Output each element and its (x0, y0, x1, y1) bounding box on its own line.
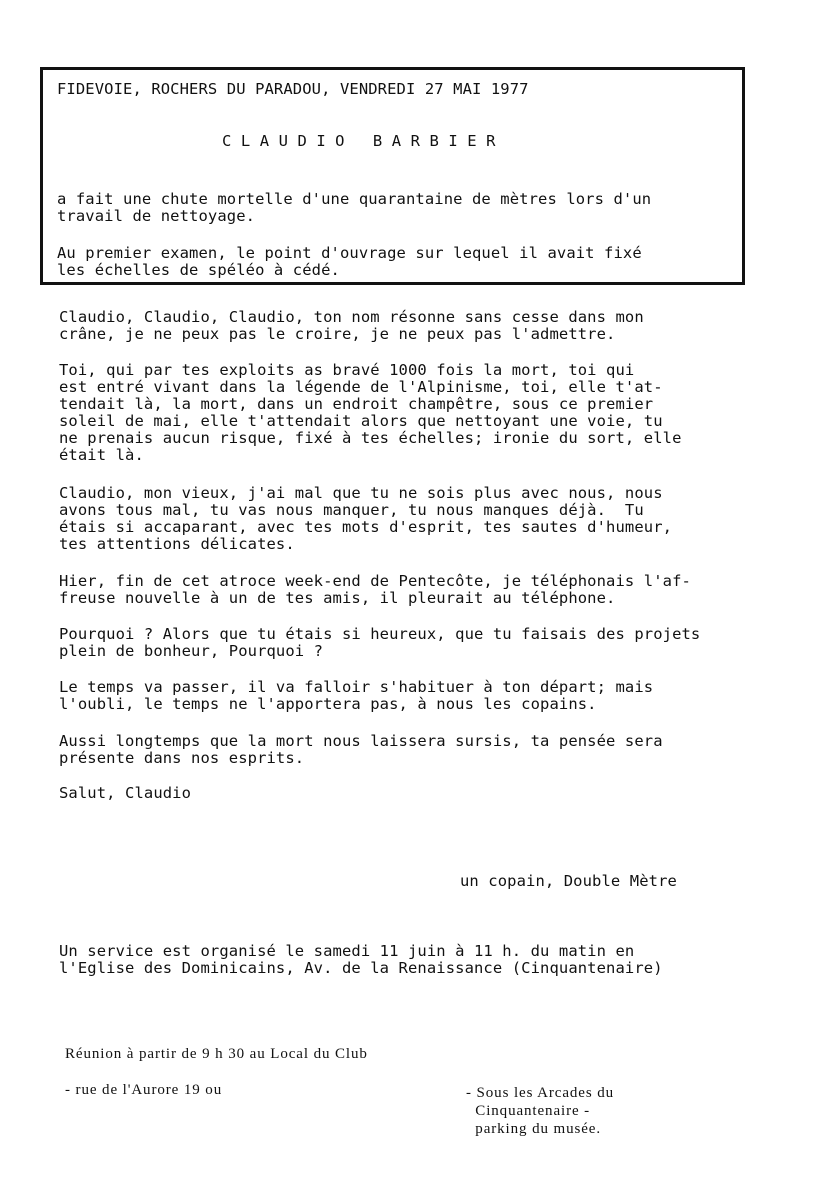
text-line: Hier, fin de cet atroce week-end de Pentecôte, je téléphonais l'af- (59, 572, 691, 590)
paragraph-4 (59, 573, 691, 607)
meeting-option-right (466, 1084, 614, 1138)
text-line: Au premier examen, le point d'ouvrage sur lequel il avait fixé (57, 244, 642, 262)
text-line: soleil de mai, elle t'attendait alors que nettoyant une voie, tu (59, 412, 663, 430)
text-line: Un service est organisé le samedi 11 juin à 11 h. du matin en (59, 942, 635, 960)
paragraph-6 (59, 679, 653, 713)
signature: un copain, Double Mètre (460, 872, 677, 890)
text-line: Salut, Claudio (59, 784, 192, 802)
text-line: avons tous mal, tu vas nous manquer, tu nous manques déjà. Tu (59, 501, 644, 519)
paragraph-3 (59, 485, 672, 553)
text-line: Claudio, Claudio, Claudio, ton nom résonne sans cesse dans mon (59, 308, 644, 326)
text-line: ne prenais aucun risque, fixé à tes échelles; ironie du sort, elle (59, 429, 682, 447)
text-line: a fait une chute mortelle d'une quarantaine de mètres lors d'un (57, 190, 652, 208)
text-line: l'Eglise des Dominicains, Av. de la Renaissance (Cinquantenaire) (59, 959, 663, 977)
text-line: était là. (59, 446, 144, 464)
text-line: les échelles de spéléo à cédé. (57, 261, 340, 279)
text-line: tes attentions délicates. (59, 535, 295, 553)
cause-description (57, 245, 642, 279)
text-line: - Sous les Arcades du (466, 1085, 615, 1101)
text-line: tendait là, la mort, dans un endroit champêtre, sous ce premier (59, 395, 654, 413)
text-line: plein de bonheur, Pourquoi ? (59, 642, 324, 660)
text-line: Aussi longtemps que la mort nous laissera sursis, ta pensée sera (59, 732, 663, 750)
accident-description (57, 191, 651, 225)
text-line: l'oubli, le temps ne l'apportera pas, à nous les copains. (59, 695, 597, 713)
text-line: parking du musée. (466, 1121, 601, 1137)
text-line: Cinquantenaire - (466, 1103, 591, 1119)
text-line: Le temps va passer, il va falloir s'habituer à ton départ; mais (59, 678, 654, 696)
text-line: Pourquoi ? Alors que tu étais si heureux, que tu faisais des projets (59, 625, 701, 643)
paragraph-5 (59, 626, 700, 660)
text-line: est entré vivant dans la légende de l'Alpinisme, toi, elle t'at- (59, 378, 663, 396)
text-line: étais si accaparant, avec tes mots d'esprit, tes sautes d'humeur, (59, 518, 673, 536)
service-announcement (59, 943, 663, 977)
dateline: FIDEVOIE, ROCHERS DU PARADOU, VENDREDI 27 MAI 1977 (57, 80, 529, 98)
announcement-box (40, 67, 745, 285)
text-line: Toi, qui par tes exploits as bravé 1000 fois la mort, toi qui (59, 361, 635, 379)
meeting-title: Réunion à partir de 9 h 30 au Local du Club (65, 1046, 368, 1062)
paragraph-2 (59, 362, 682, 464)
paragraph-8 (59, 785, 191, 802)
paragraph-7 (59, 733, 663, 767)
text-line: présente dans nos esprits. (59, 749, 305, 767)
meeting-option-left: - rue de l'Aurore 19 ou (65, 1082, 223, 1098)
text-line: freuse nouvelle à un de tes amis, il pleurait au téléphone. (59, 589, 616, 607)
paragraph-1 (59, 309, 644, 343)
deceased-name: C L A U D I O B A R B I E R (222, 132, 496, 150)
text-line: Claudio, mon vieux, j'ai mal que tu ne sois plus avec nous, nous (59, 484, 663, 502)
text-line: crâne, je ne peux pas le croire, je ne peux pas l'admettre. (59, 325, 616, 343)
text-line: travail de nettoyage. (57, 207, 256, 225)
